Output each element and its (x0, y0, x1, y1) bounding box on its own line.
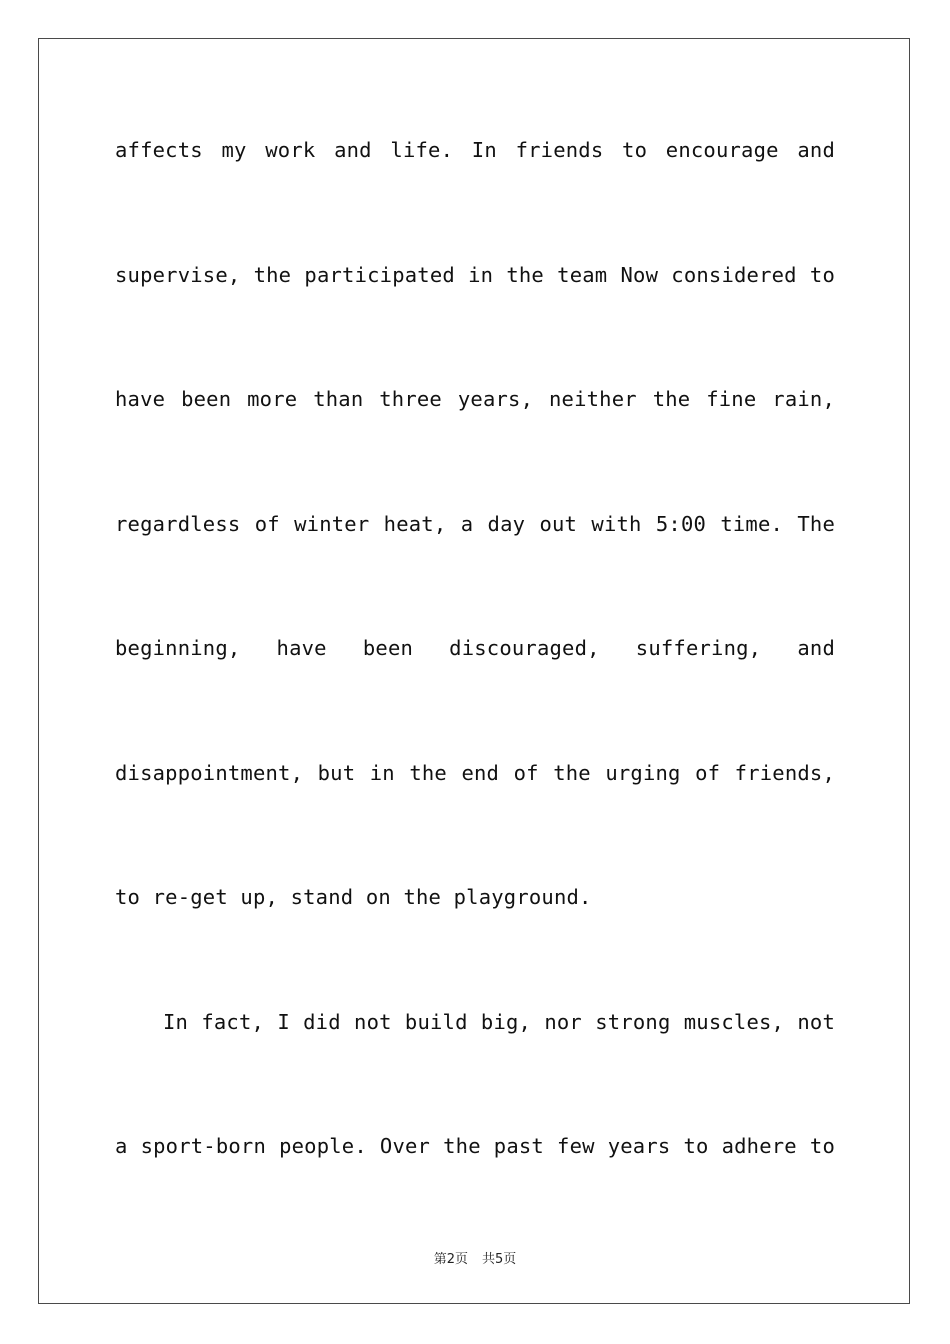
paragraph-line: regardless of winter heat, a day out with 5:00 time. The (115, 512, 835, 536)
page-footer (0, 1248, 950, 1267)
paragraph-line: affects my work and life. In friends to encourage and (115, 138, 835, 162)
paragraph-line: supervise, the participated in the team Now considered to (115, 263, 835, 287)
total-pages-label: 共5页 (482, 1252, 517, 1267)
paragraph-line: disappointment, but in the end of the urging of friends, (115, 761, 835, 785)
paragraph-line: a sport-born people. Over the past few years to adhere to (115, 1134, 835, 1158)
paragraph-line: beginning, have been discouraged, suffering, and (115, 636, 835, 660)
page-border (38, 38, 910, 1304)
paragraph-line: have been more than three years, neither the fine rain, (115, 387, 835, 411)
paragraph-line: to re-get up, stand on the playground. (115, 885, 592, 909)
current-page-label: 第2页 (433, 1252, 468, 1267)
paragraph-line: In fact, I did not build big, nor strong muscles, not (163, 1010, 835, 1034)
